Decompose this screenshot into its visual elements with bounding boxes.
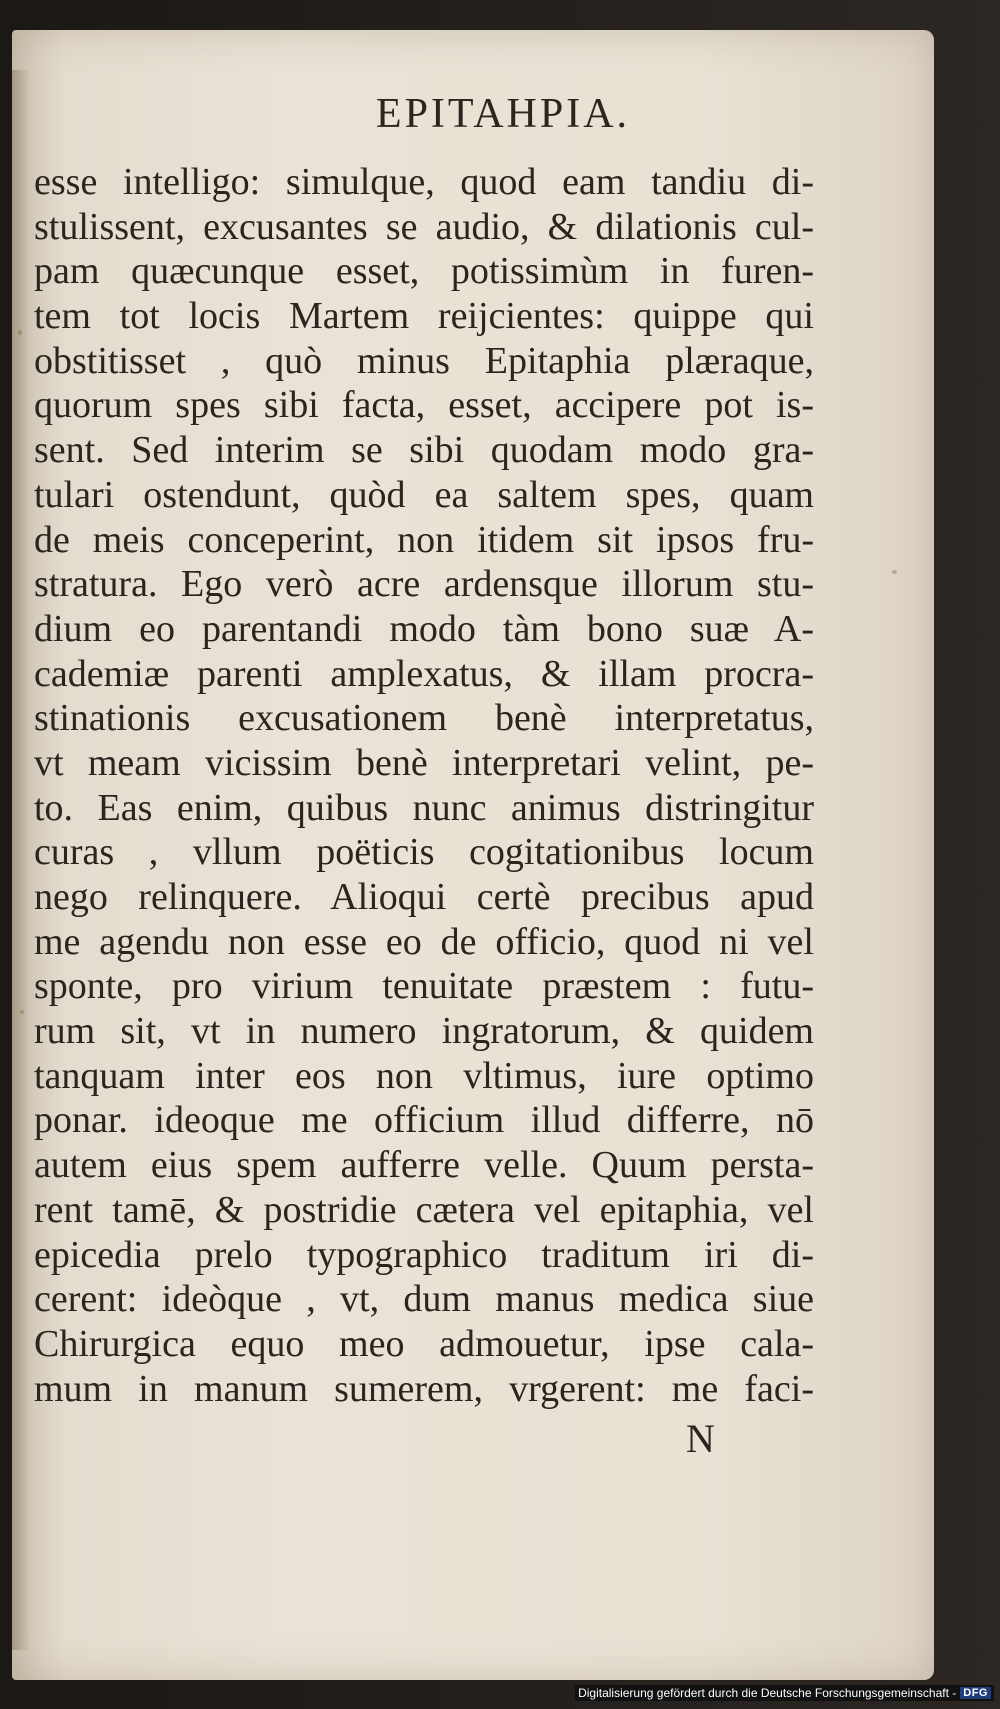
- text-line: rent tamē, & postridie cætera vel epitaphia, vel: [34, 1188, 814, 1231]
- text-line: me agendu non esse eo de officio, quod ni vel: [34, 920, 814, 963]
- text-line: autem eius spem aufferre velle. Quum persta-: [34, 1144, 814, 1187]
- page-header: EPITAHPIA.: [375, 91, 631, 137]
- page-body-text: [34, 160, 814, 1411]
- text-line: sent. Sed interim se sibi quodam modo gra-: [34, 429, 814, 472]
- text-line: stinationis excusationem benè interpretatus,: [34, 697, 814, 740]
- text-line: cerent: ideòque , vt, dum manus medica siue: [34, 1278, 814, 1321]
- text-line: quorum spes sibi facta, esset, accipere pot is-: [34, 384, 814, 427]
- paper-stain: [892, 570, 897, 574]
- text-line: vt meam vicissim benè interpretari velint, pe-: [34, 741, 814, 784]
- paper-stain: [18, 330, 22, 335]
- text-line: stulissent, excusantes se audio, & dilationis cul-: [34, 205, 814, 248]
- text-line: sponte, pro virium tenuitate præstem : futu-: [34, 965, 814, 1008]
- text-line: cademiæ parenti amplexatus, & illam procra-: [34, 652, 814, 695]
- text-line: pam quæcunque esset, potissimùm in furen-: [34, 250, 814, 293]
- signature-mark: N: [686, 1416, 715, 1461]
- dfg-logo: DFG: [960, 1687, 991, 1699]
- text-line: obstitisset , quò minus Epitaphia plæraque,: [34, 339, 814, 382]
- text-line: tulari ostendunt, quòd ea saltem spes, quam: [34, 473, 814, 516]
- text-line: rum sit, vt in numero ingratorum, & quidem: [34, 1010, 814, 1053]
- text-line: ponar. ideoque me officium illud differre, nō: [34, 1099, 814, 1142]
- text-line: dium eo parentandi modo tàm bono suæ A-: [34, 607, 814, 650]
- digitization-credit: [575, 1685, 994, 1701]
- text-line: esse intelligo: simulque, quod eam tandiu di-: [34, 161, 814, 203]
- text-line: Chirurgica equo meo admouetur, ipse cala-: [34, 1322, 814, 1365]
- text-line: de meis conceperint, non itidem sit ipsos fru-: [34, 518, 814, 561]
- page-gutter-shadow: [12, 70, 30, 1650]
- text-line: epicedia prelo typographico traditum iri di-: [34, 1233, 814, 1276]
- paper-stain: [20, 1010, 24, 1014]
- text-line: to. Eas enim, quibus nunc animus distringitur: [34, 786, 814, 829]
- text-line: nego relinquere. Alioqui certè precibus apud: [34, 876, 814, 918]
- credit-text: Digitalisierung gefördert durch die Deutsche Forschungsgemeinschaft -: [578, 1686, 957, 1700]
- text-line: tem tot locis Martem reijcientes: quippe qui: [34, 295, 814, 338]
- text-line: stratura. Ego verò acre ardensque illorum stu-: [34, 563, 814, 606]
- text-line: mum in manum sumerem, vrgerent: me faci-: [34, 1367, 814, 1410]
- text-line: tanquam inter eos non vltimus, iure optimo: [34, 1054, 814, 1097]
- text-line: curas , vllum poëticis cogitationibus locum: [34, 831, 814, 874]
- book-page: [12, 30, 934, 1680]
